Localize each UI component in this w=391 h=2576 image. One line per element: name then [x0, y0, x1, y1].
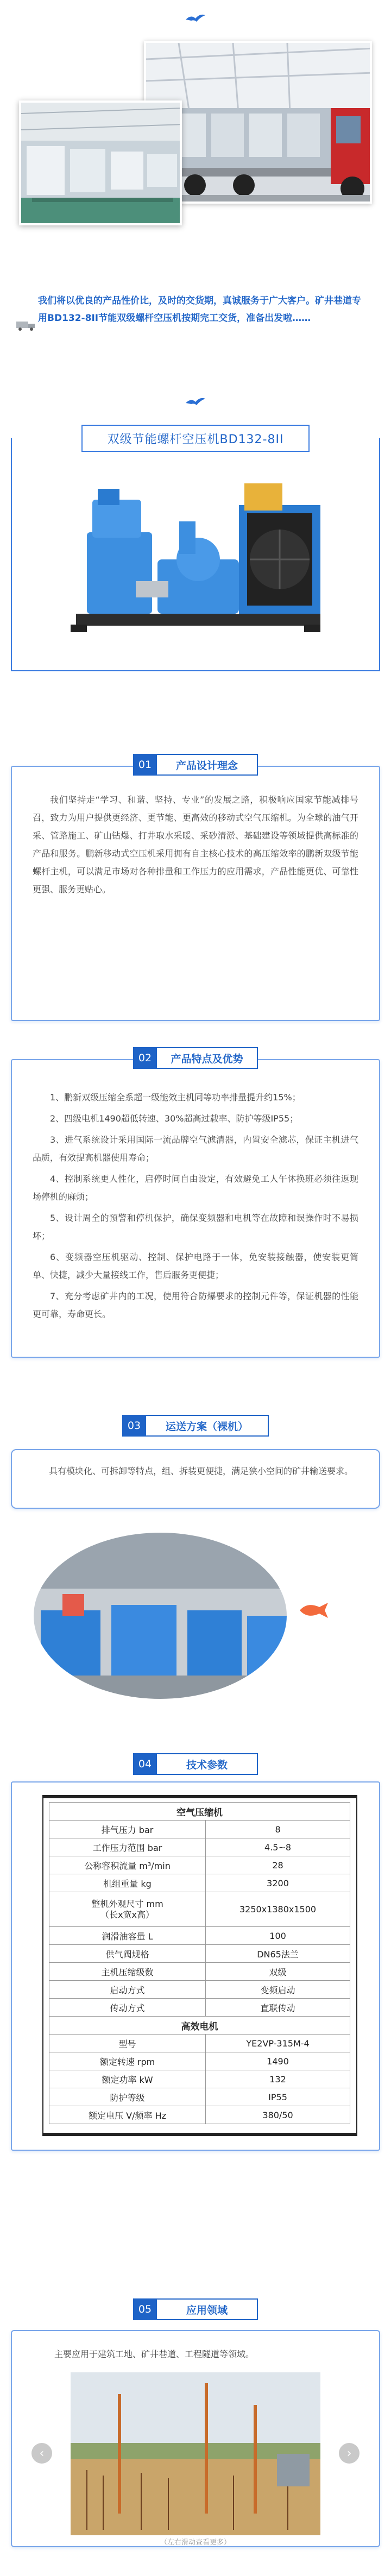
swallow-icon [185, 395, 206, 408]
intro-text: 我们将以优良的产品性价比，及时的交货期，真诚服务于广大客户。矿井巷道专用BD132-8II节能双级螺杆空压机按期完工交货，准备出发啦…… [38, 295, 361, 324]
spec-group-title: 空气压缩机 [49, 1803, 350, 1821]
application-text: 主要应用于建筑工地、矿井巷道、工程隧道等领域。 [54, 2349, 255, 2359]
shipping-text: 具有模块化、可拆卸等特点，组、拆装更便捷，满足狭小空间的矿井输送要求。 [49, 1466, 354, 1476]
spec-group-title: 高效电机 [49, 2017, 350, 2035]
section-number: 04 [133, 1753, 157, 1775]
spec-value: 变频启动 [206, 1981, 350, 1999]
feature-item: 2、四级电机1490超低转速、30%超高过载率、防护等级IP55； [50, 1113, 299, 1124]
feature-item: 5、设计周全的预警和停机保护，确保变频器和电机等在故障和误操作时不易损坏； [33, 1213, 358, 1241]
section-head-02 [133, 1047, 258, 1069]
spec-value: 132 [206, 2070, 350, 2088]
section-head-04 [133, 1753, 258, 1775]
shipping-photo [30, 1529, 291, 1703]
spec-value: 3250x1380x1500 [206, 1892, 350, 1927]
feature-item: 4、控制系统更人性化，启停时间自由设定，有效避免工人午休换班必须往返现场停机的麻烦； [33, 1174, 358, 1202]
spec-row [49, 2035, 350, 2052]
design-concept-text: 我们坚持走“学习、和谐、坚持、专业”的发展之路，积极响应国家节能减排号召，致力为用户提供更经济、更节能、更高效的移动式空气压缩机。为全球的油气开采、管路施工、矿山钻爆、打井取水采暖、采砂清淤、基础建设等领域提供高标准的产品和服务。鹏新移动式空压机采用拥有自主核心技术的高压缩效率的鹏新双级节能螺杆主机，可以满足市场对各种排量和工作压力的应用需求，产品性能更优、可靠性更强、服务更贴心。 [33, 795, 358, 895]
product-title: 双级节能螺杆空压机BD132-8II [107, 432, 284, 446]
hero-photos [19, 41, 372, 247]
spec-key: 额定功率 kW [49, 2070, 206, 2088]
spec-group-header [49, 1803, 350, 1821]
section-number: 02 [133, 1047, 157, 1069]
carousel-prev-button[interactable] [31, 2443, 52, 2464]
spec-value: 380/50 [206, 2106, 350, 2124]
features-list [33, 1088, 358, 1323]
section-number: 03 [122, 1415, 146, 1437]
spec-value: 3200 [206, 1874, 350, 1892]
design-concept-card [11, 766, 380, 1021]
carousel-next-button[interactable] [339, 2443, 360, 2464]
section-head-01 [133, 754, 258, 776]
section-label: 产品设计理念 [157, 754, 258, 776]
chevron-right-icon: › [346, 2446, 352, 2460]
spec-value: 100 [206, 1927, 350, 1945]
section-head-03 [122, 1415, 269, 1437]
feature-item: 3、进气系统设计采用国际一流品牌空气滤清器，内置安全滤芯，保证主机进气品质，有效提高机器使用寿命； [33, 1135, 358, 1163]
spec-row [49, 1927, 350, 1945]
warehouse-photo [19, 100, 182, 225]
spec-row [49, 1838, 350, 1856]
spec-group-header [49, 2017, 350, 2035]
spec-value: DN65法兰 [206, 1945, 350, 1963]
product-title-box [81, 425, 310, 452]
spec-row [49, 2088, 350, 2106]
section-label: 应用领域 [157, 2298, 258, 2320]
spec-key: 主机压缩级数 [49, 1963, 206, 1981]
spec-row [49, 1821, 350, 1838]
spec-key: 传动方式 [49, 1999, 206, 2017]
carousel-caption: （左右滑动查看更多） [160, 2539, 231, 2547]
section-number: 01 [133, 754, 157, 776]
feature-item: 7、充分考虑矿井内的工况，使用符合防爆要求的控制元件等，保证机器的性能更可靠，寿命更长。 [33, 1291, 358, 1319]
feature-item: 1、鹏新双级压缩全系超一级能效主机同等功率排量提升约15%； [50, 1092, 301, 1103]
spec-value: 1490 [206, 2052, 350, 2070]
compressor-image [54, 467, 337, 652]
spec-row [49, 1963, 350, 1981]
spec-row [49, 1999, 350, 2017]
spec-row [49, 1892, 350, 1927]
swallow-icon [185, 12, 206, 25]
section-head-05 [133, 2298, 258, 2320]
spec-key: 工作压力范围 bar [49, 1838, 206, 1856]
section-label: 运送方案（裸机） [146, 1415, 269, 1437]
spec-row [49, 2052, 350, 2070]
truck-icon [15, 319, 37, 331]
spec-row [49, 2106, 350, 2124]
feature-item: 6、变频器空压机驱动、控制、保护电路于一体，免安装接触器，使安装更简单、快捷，减少大量接线工作，售后服务更便捷； [33, 1252, 358, 1280]
section-label: 产品特点及优势 [157, 1047, 258, 1069]
spec-row [49, 1945, 350, 1963]
spec-row [49, 1981, 350, 1999]
section-label: 技术参数 [157, 1753, 258, 1775]
spec-key: 排气压力 bar [49, 1821, 206, 1838]
section-number: 05 [133, 2298, 157, 2320]
features-card [11, 1059, 380, 1358]
spec-key: 整机外观尺寸 mm （长x宽x高） [49, 1892, 206, 1927]
spec-value: 4.5~8 [206, 1838, 350, 1856]
spec-value: 直联传动 [206, 1999, 350, 2017]
fish-icon [298, 1599, 330, 1621]
spec-value: IP55 [206, 2088, 350, 2106]
spec-value: YE2VP-315M-4 [206, 2035, 350, 2052]
spec-table [49, 1802, 350, 2124]
spec-value: 28 [206, 1856, 350, 1874]
construction-photo[interactable] [71, 2372, 320, 2535]
spec-row [49, 2070, 350, 2088]
spec-key: 防护等级 [49, 2088, 206, 2106]
spec-key: 润滑油容量 L [49, 1927, 206, 1945]
spec-value: 8 [206, 1821, 350, 1838]
spec-key: 额定转速 rpm [49, 2052, 206, 2070]
spec-key: 机组重量 kg [49, 1874, 206, 1892]
spec-key: 供气阀规格 [49, 1945, 206, 1963]
shipping-card [11, 1449, 380, 1509]
spec-value: 双级 [206, 1963, 350, 1981]
chevron-left-icon: ‹ [39, 2446, 45, 2460]
spec-key: 额定电压 V/频率 Hz [49, 2106, 206, 2124]
spec-row [49, 1874, 350, 1892]
spec-key: 型号 [49, 2035, 206, 2052]
spec-row [49, 1856, 350, 1874]
spec-key: 公称容积流量 m³/min [49, 1856, 206, 1874]
spec-key: 启动方式 [49, 1981, 206, 1999]
